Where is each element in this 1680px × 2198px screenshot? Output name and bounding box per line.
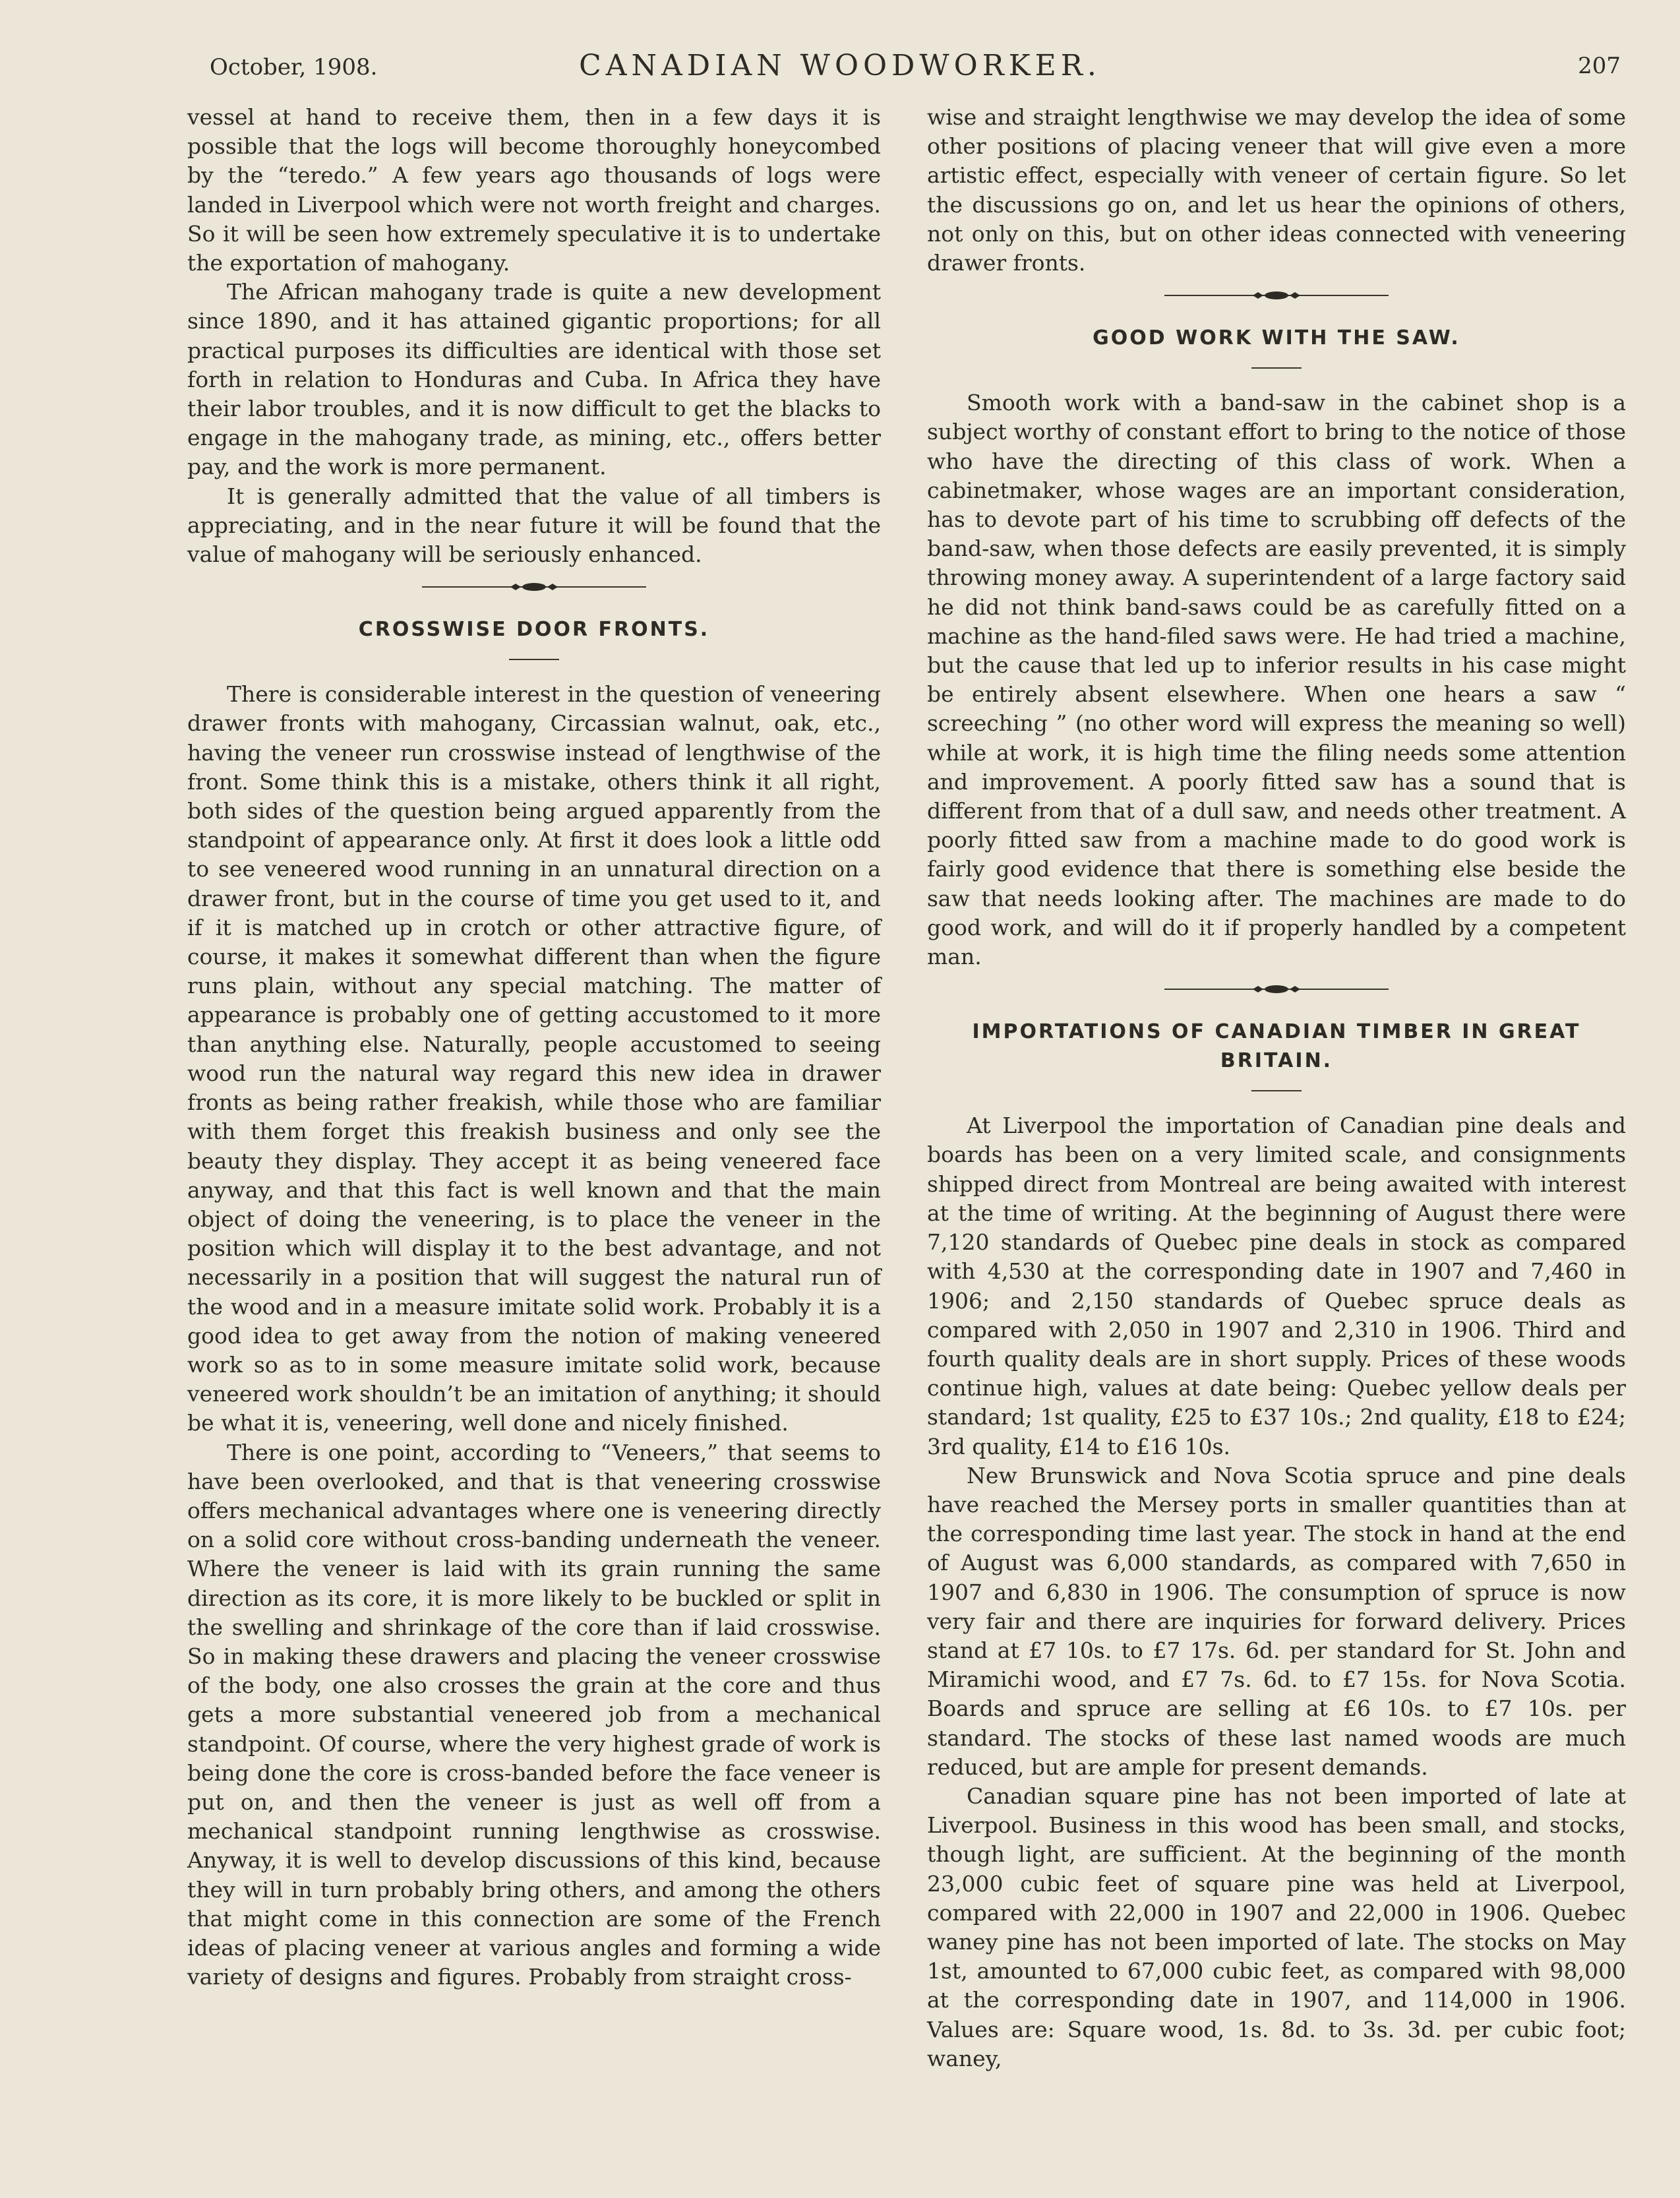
paragraph: vessel at hand to receive them, then in a few days it is possible that the logs will become thoroughly honeycombed by the “teredo.” A few years ago thousands of logs were landed in Liverpool which were not worth freight and charges. So it will be seen how extremely speculative it is to undertake the exportation of mahogany. bbox=[187, 104, 881, 276]
paragraph: New Brunswick and Nova Scotia spruce and pine deals have reached the Mersey ports in smaller quantities than at the corresponding time last year. The stock in hand at the end of August was 6,000 standards, as compared with 7,650 in 1907 and 6,830 in 1906. The consumption of spruce is now very fair and there are inquiries for forward delivery. Prices stand at £7 10s. to £7 17s. 6d. per standard for St. John and Miramichi wood, and £7 7s. 6d. to £7 15s. for Nova Scotia. Boards and spruce are selling at £6 10s. to £7 10s. per standard. The stocks of these last named woods are much reduced, but are ample for present demands. bbox=[927, 1462, 1626, 1780]
section-heading: IMPORTATIONS OF CANADIAN TIMBER IN GREAT BRITAIN. bbox=[972, 1020, 1581, 1073]
ornamental-divider bbox=[927, 971, 1626, 1007]
heading-rule bbox=[1251, 367, 1302, 369]
page-number: 207 bbox=[1578, 53, 1621, 79]
heading-rule bbox=[1251, 1090, 1302, 1091]
paragraph: At Liverpool the importation of Canadian pine deals and boards has been on a very limited scale, and consignments shipped direct from Montreal are being awaited with interest at the time of writing. At the beginning of August there were 7,120 standards of Quebec pine deals in stock as compared with 4,530 at the corresponding date in 1907 and 7,460 in 1906; and 2,150 standards of Quebec spruce deals as compared with 2,050 in 1907 and 2,310 in 1906. Third and fourth quality deals are in short supply. Prices of these woods continue high, values at date being: Quebec yellow deals per standard; 1st quality, £25 to £37 10s.; 2nd quality, £18 to £24; 3rd quality, £14 to £16 10s. bbox=[927, 1113, 1626, 1459]
right-column bbox=[927, 103, 1626, 2073]
issue-date: October, 1908. bbox=[210, 54, 378, 80]
paragraph: It is generally admitted that the value of all timbers is appreciating, and in the near future it will be found that the value of mahogany will be seriously enhanced. bbox=[187, 483, 881, 568]
journal-title: CANADIAN WOODWORKER. bbox=[579, 49, 1101, 82]
paragraph: Smooth work with a band-saw in the cabinet shop is a subject worthy of constant effort to bring to the notice of those who have the directing of this class of work. When a cabinetmaker, whose wages are an important consideration, has to devote part of his time to scrubbing off defects of the band-saw, when those defects are easily prevented, it is simply throwing money away. A superintendent of a large factory said he did not think band-saws could be as carefully fitted on a machine as the hand-filed saws were. He had tried a machine, but the cause that led up to inferior results in his case might be entirely absent elsewhere. When one hears a saw “ screeching ” (no other word will express the meaning so well) while at work, it is high time the filing needs some attention and improvement. A poorly fitted saw has a sound that is different from that of a dull saw, and needs other treatment. A poorly fitted saw from a machine made to do good work is fairly good evidence that there is something else beside the saw that needs looking after. The machines are made to do good work, and will do it if properly handled by a competent man. bbox=[927, 390, 1626, 970]
paragraph: The African mahogany trade is quite a new development since 1890, and it has attained gigantic proportions; for all practical purposes its difficulties are identical with those set forth in relation to Honduras and Cuba. In Africa they have their labor troubles, and it is now difficult to get the blacks to engage in the mahogany trade, as mining, etc., offers better pay, and the work is more permanent. bbox=[187, 279, 881, 480]
running-header bbox=[0, 49, 1680, 88]
section-heading: CROSSWISE DOOR FRONTS. bbox=[358, 618, 710, 642]
paragraph: There is considerable interest in the question of veneering drawer fronts with mahogany, Circassian walnut, oak, etc., having the veneer run crosswise instead of lengthwise of the front. Some think this is a mistake, others think it all right, both sides of the question being argued apparently from the standpoint of appearance only. At first it does look a little odd to see veneered wood running in an unnatural direction on a drawer front, but in the course of time you get used to it, and if it is matched up in crotch or other attractive figure, of course, it makes it somewhat different than when the figure runs plain, without any special matching. The matter of appearance is probably one of getting accustomed to it more than anything else. Naturally, people accustomed to seeing wood run the natural way regard this new idea in drawer fronts as being rather freakish, while those who are familiar with them forget this freakish business and only see the beauty they display. They accept it as being veneered face anyway, and that this fact is well known and that the main object of doing the veneering, is to place the veneer in the position which will display it to the best advantage, and not necessarily in a position that will suggest the natural run of the wood and in a measure imitate solid work. Probably it is a good idea to get away from the notion of making veneered work so as to in some measure imitate solid work, because veneered work shouldn’t be an imitation of anything; it should be what it is, veneering, well done and nicely finished. bbox=[187, 681, 881, 1436]
ornamental-divider bbox=[187, 569, 881, 605]
ornamental-divider bbox=[927, 278, 1626, 313]
paragraph: wise and straight lengthwise we may develop the idea of some other positions of placing veneer that will give even a more artistic effect, especially with veneer of certain figure. So let the discussions go on, and let us hear the opinions of others, not only on this, but on other ideas connected with veneering drawer fronts. bbox=[927, 104, 1626, 276]
section-heading: GOOD WORK WITH THE SAW. bbox=[1093, 326, 1460, 350]
heading-rule bbox=[509, 659, 559, 660]
left-column bbox=[187, 103, 881, 1992]
paragraph: There is one point, according to “Veneers,” that seems to have been overlooked, and that is that veneering crosswise offers mechanical advantages where one is veneering directly on a solid core without cross-banding underneath the veneer. Where the veneer is laid with its grain running the same direction as its core, it is more likely to be buckled or split in the swelling and shrinkage of the core than if laid crosswise. So in making these drawers and placing the veneer crosswise of the body, one also crosses the grain at the core and thus gets a more substantial veneered job from a mechanical standpoint. Of course, where the very highest grade of work is being done the core is cross-banded before the face veneer is put on, and then the veneer is just as well off from a mechanical standpoint running lengthwise as crosswise. Anyway, it is well to develop discussions of this kind, because they will in turn probably bring others, and among the others that might come in this connection are some of the French ideas of placing veneer at various angles and forming a wide variety of designs and figures. Probably from straight cross- bbox=[187, 1439, 881, 1990]
paragraph: Canadian square pine has not been imported of late at Liverpool. Business in this wood has been small, and stocks, though light, are sufficient. At the beginning of the month 23,000 cubic feet of square pine was held at Liverpool, compared with 22,000 in 1907 and 22,000 in 1906. Quebec waney pine has not been imported of late. The stocks on May 1st, amounted to 67,000 cubic feet, as compared with 98,000 at the corresponding date in 1907, and 114,000 in 1906. Values are: Square wood, 1s. 8d. to 3s. 3d. per cubic foot; waney, bbox=[927, 1783, 1626, 2071]
